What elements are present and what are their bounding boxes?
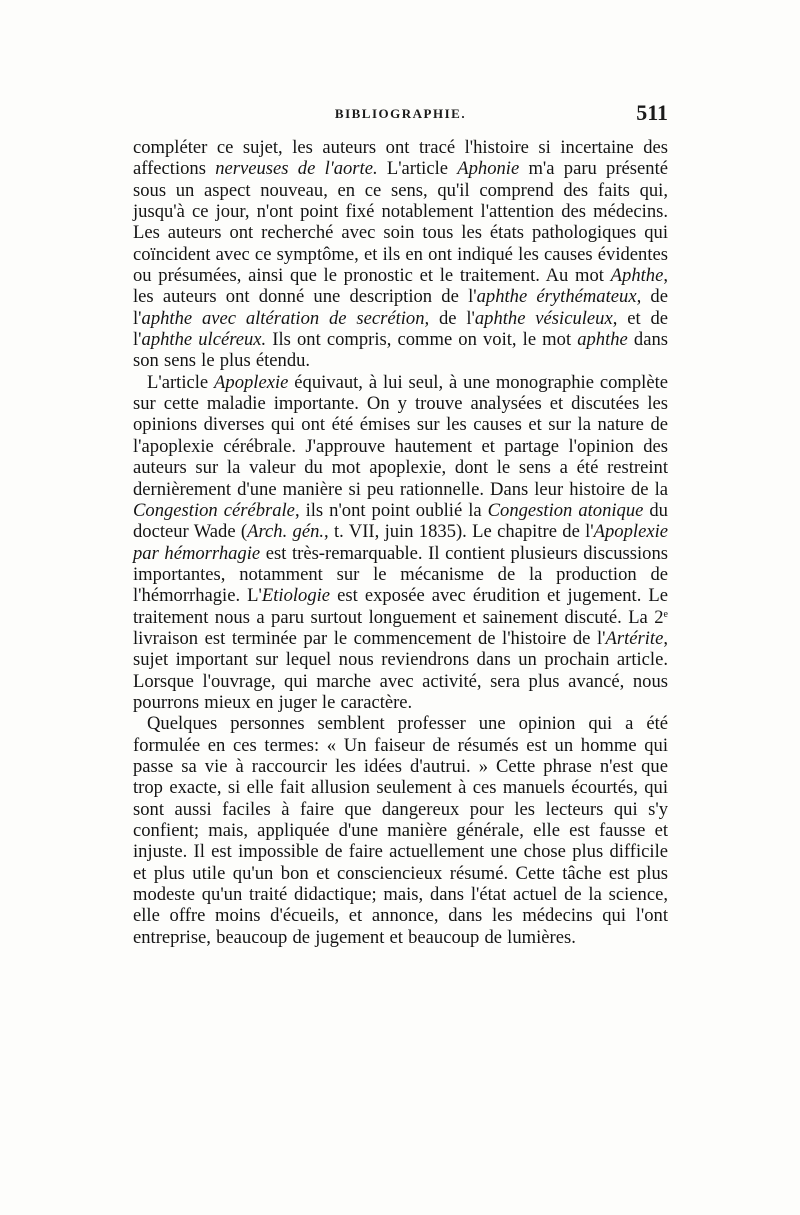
text-run: , et de l' [133,307,668,351]
italic-term: aphthe vésiculeux [474,307,613,329]
text-run: m'a paru présenté sous un aspect nouveau, en ce sens, qu'il comprend des faits qui, jusqu'à ce jour, n'ont point fixé notablement l'attention des médecins. Les auteurs ont recherché avec soin tous les états pathologiques qui coïncident avec ce symptôme, et ils en ont indiqué les causes évidentes ou présumées, ainsi que le pronostic et le traitement. Au mot [133,158,668,287]
italic-term: Apoplexie [214,371,289,393]
text-run: Ils ont compris, comme on voit, le mot [266,329,578,351]
text-run: , sujet important sur lequel nous reviendrons dans un prochain article. Lorsque l'ouvrage, qui marche avec activité, sera plus avancé, nous pourrons mieux en juger le caractère. [133,627,668,713]
paragraph [133,713,668,948]
italic-term: aphthe érythémateux, [476,286,642,308]
text-run: L'article [147,371,215,393]
italic-term: Arch. gén. [247,521,325,543]
italic-term: Aphthe [610,265,664,287]
text-run: , ils n'ont point oublié la [294,499,488,521]
italic-term: Congestion cérébrale [133,499,295,521]
italic-term: Etiologie [261,585,331,607]
italic-term: aphthe ulcéreux. [141,329,267,351]
paragraph [133,137,668,372]
text-run: équivaut, à lui seul, à une monographie complète sur cette maladie importante. On y trouve analysées et discutées les opinions diverses qui ont été émises sur les causes et sur la nature de l'apoplexie cérébrale. J'approuve hautement et partage l'opinion des auteurs sur la valeur du mot apoplexie, dont le sens a été restreint dernièrement d'une manière si peu rationnelle. Dans leur histoire de la [133,371,668,500]
text-run: de l' [429,307,475,329]
italic-term: Artérite [605,627,664,649]
italic-term: nerveuses de l'aorte. [215,158,378,180]
text-run: est très-remarquable. Il contient plusieurs discussions importantes, notamment sur le mécanisme de la production de l'hémorrhagie. L' [133,542,668,607]
italic-term: Aphonie [457,158,520,180]
text-run: , t. VII, juin 1835). Le chapitre de l' [324,521,594,543]
text-run: L'article [377,158,458,180]
text-run: Quelques personnes semblent professer une opinion qui a été formulée en ces termes: « Un faiseur de résumés est un homme qui passe sa vie à raccourcir les idées d'autrui. » Cette phrase n'est que trop exacte, si elle fait allusion seulement à ces manuels écourtés, qui sont aussi faciles à faire que dangereux pour les lecteurs qui s'y confient; mais, appliquée d'une manière générale, elle est fausse et injuste. Il est impossible de faire actuellement une chose plus difficile et plus utile qu'un bon et consciencieux résumé. Cette tâche est plus modeste qu'un traité didactique; mais, dans l'état actuel de la science, elle offre moins d'écueils, et annonce, dans les médecins qui l'ont entreprise, beaucoup de jugement et beaucoup de lumières. [133,713,668,948]
text-run: de l' [133,286,668,329]
italic-term: Apoplexie par hémorrhagie [133,521,668,564]
text-run: dans son sens le plus étendu. [133,329,668,372]
text-run: , les auteurs ont donné une description de l' [133,265,668,308]
superscript: e [663,608,668,620]
italic-term: Congestion atonique [487,499,644,521]
text-run: compléter ce sujet, les auteurs ont tracé l'histoire si incertaine des affections [133,137,668,180]
body-text [133,137,668,948]
italic-term: aphthe [577,329,628,351]
paragraph [133,372,668,714]
text-run: est exposée avec érudition et jugement. Le traitement nous a paru surtout longuement et sainement discuté. La 2 [133,585,668,628]
page-number: 511 [636,100,668,125]
running-head [133,102,668,132]
italic-term: aphthe avec altération de secrétion, [141,307,430,329]
text-run: du docteur Wade ( [133,499,668,543]
text-run: livraison est terminée par le commencement de l'histoire de l' [133,627,606,649]
running-title: BIBLIOGRAPHIE. [334,106,467,121]
